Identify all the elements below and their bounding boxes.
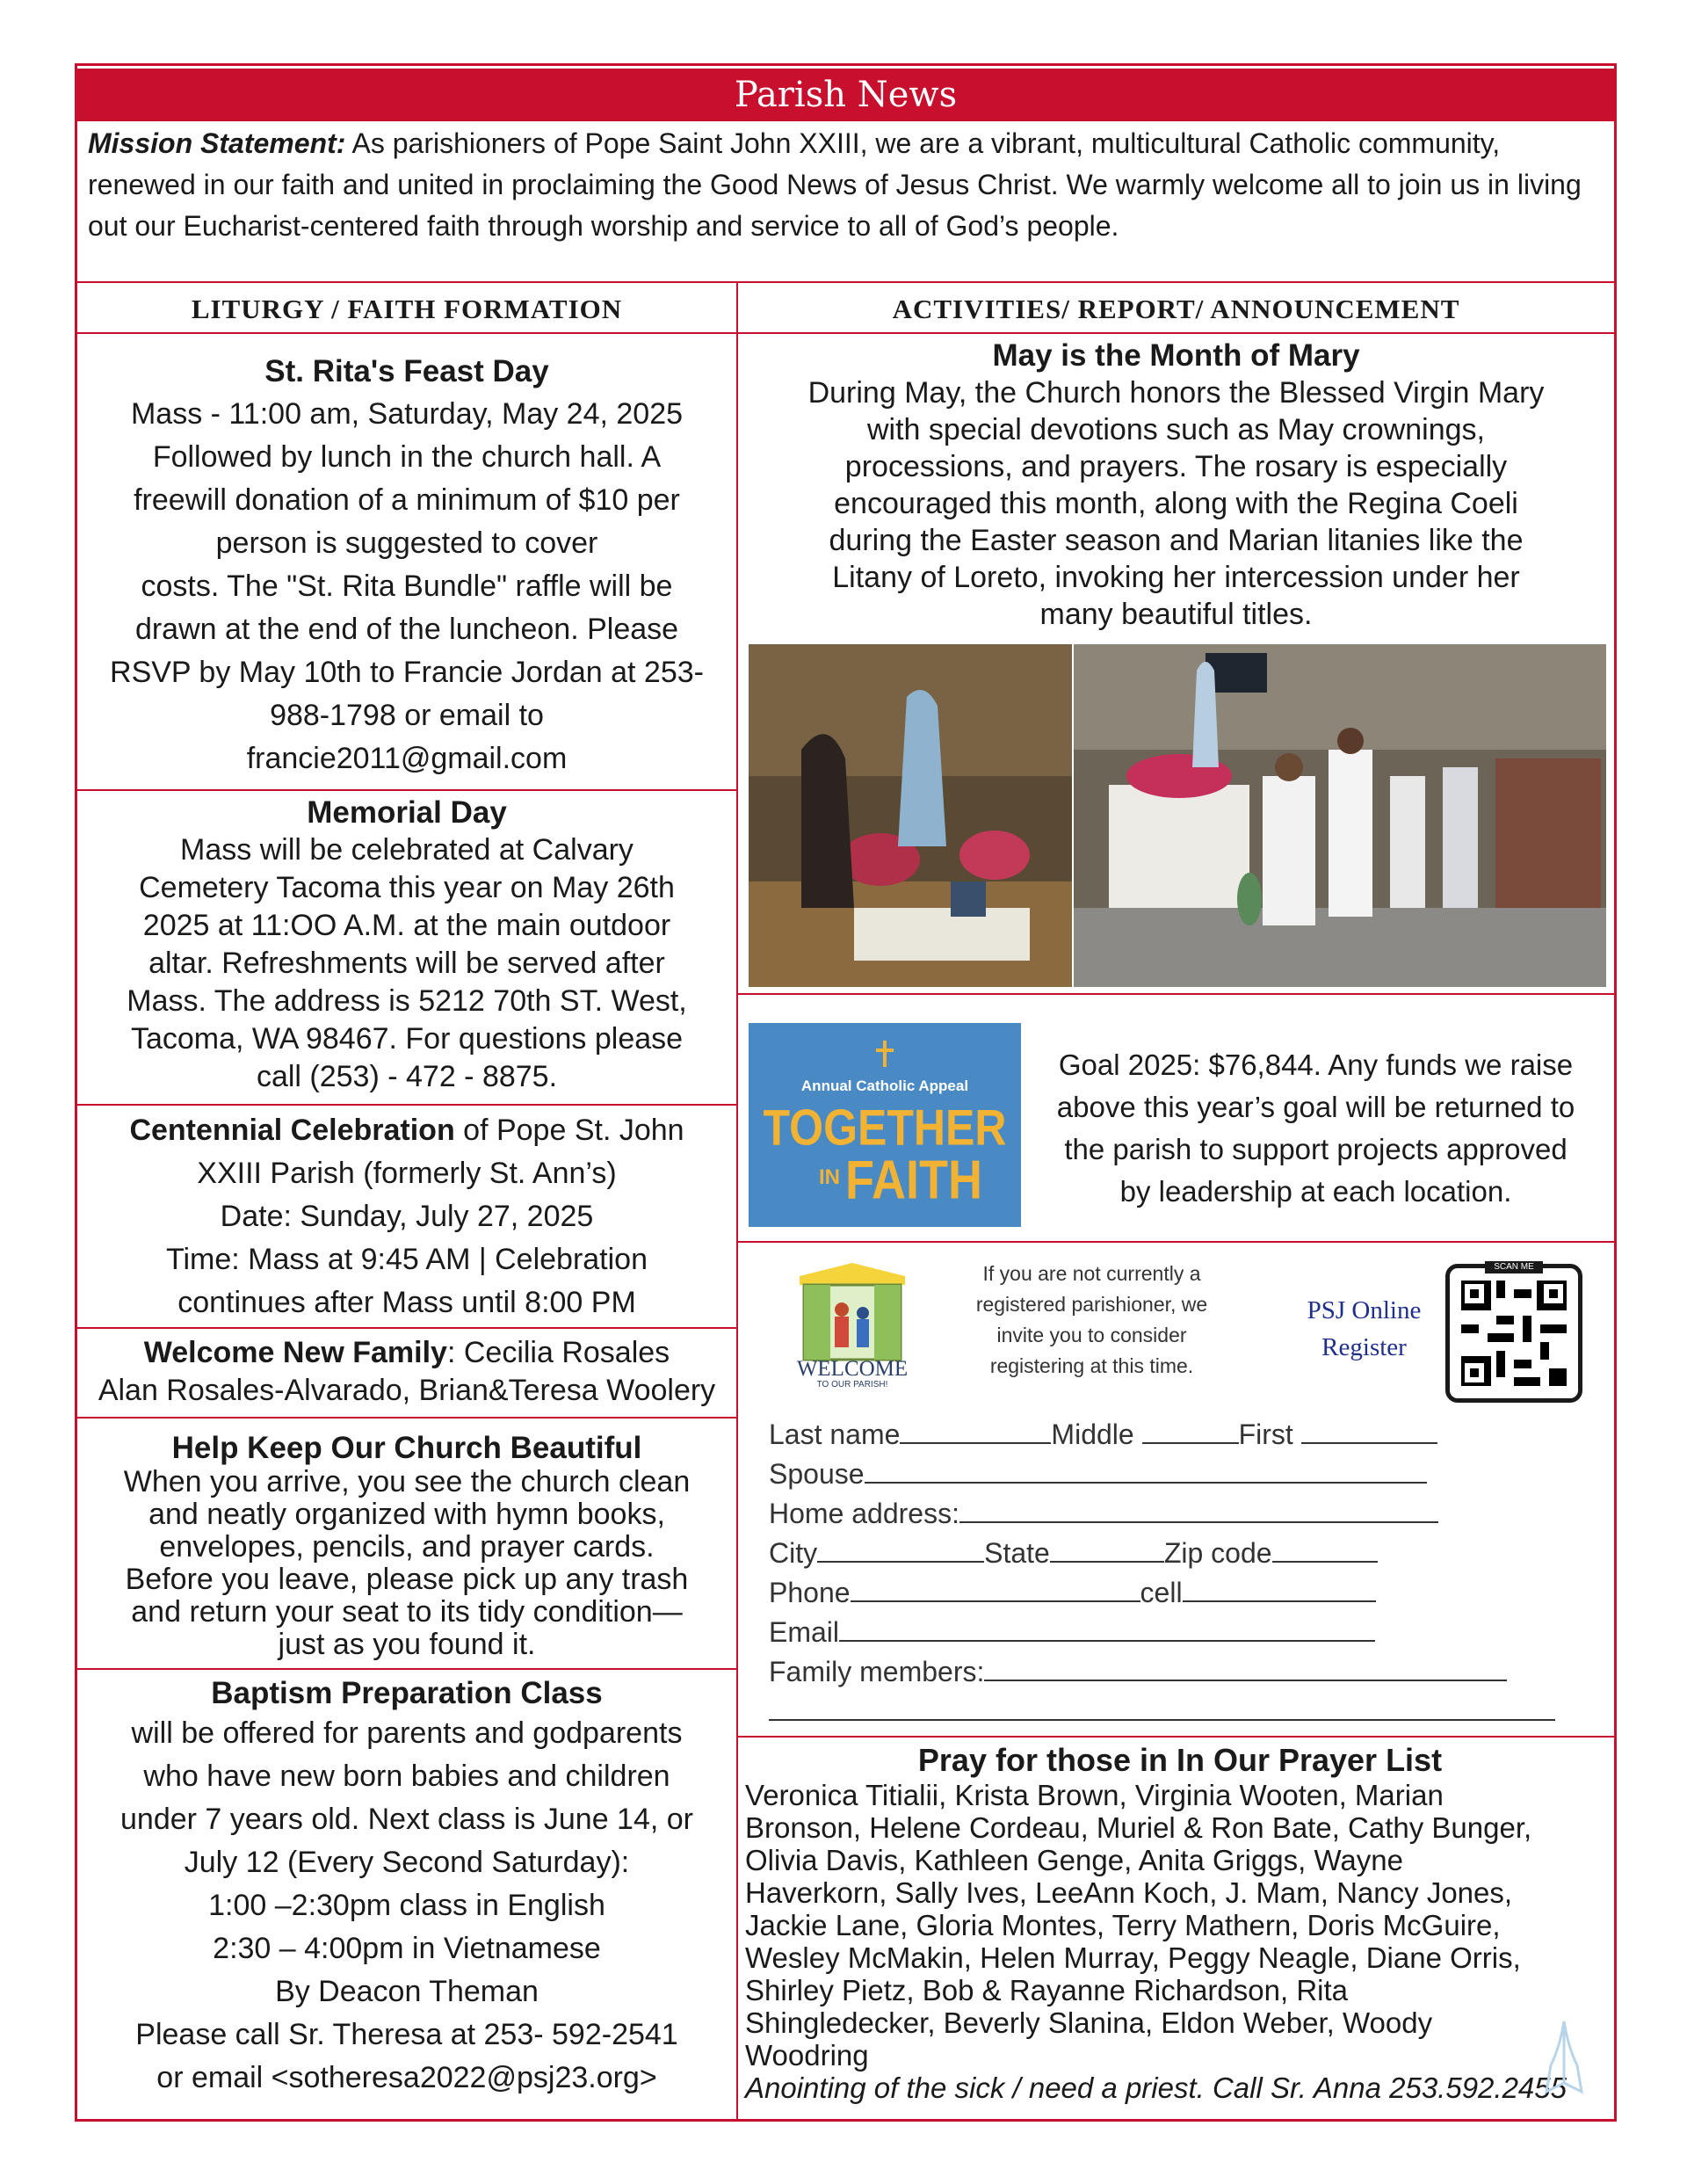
home-address-field[interactable] [959, 1495, 1438, 1523]
middle-name-label: Middle [1051, 1419, 1134, 1450]
keep-beautiful-line: and neatly organized with hymn books, [148, 1498, 665, 1531]
left-column-heading: LITURGY / FAITH FORMATION [191, 294, 623, 324]
baptism-email[interactable]: or email <sotheresa2022@psj23.org> [156, 2061, 657, 2094]
prayer-line: Shirley Pietz, Bob & Rayanne Richardson, Rita [745, 1974, 1349, 2006]
online-line2: Register [1321, 1333, 1407, 1361]
cell-field[interactable] [1183, 1574, 1376, 1602]
mary-line: with special devotions such as May crownings, [867, 413, 1485, 446]
city-label: City [769, 1537, 818, 1569]
appeal-in: IN [819, 1165, 840, 1189]
memorial-day-title: Memorial Day [307, 795, 507, 830]
appeal-line: the parish to support projects approved [1064, 1133, 1568, 1165]
prayer-line: Veronica Titialii, Krista Brown, Virginia Wooten, Marian [745, 1779, 1444, 1811]
family-members-field-2[interactable] [769, 1693, 1555, 1721]
memorial-day-section [77, 794, 736, 1096]
centennial-section [77, 1109, 736, 1324]
first-name-label: First [1238, 1419, 1293, 1450]
st-rita-line: person is suggested to cover [215, 526, 598, 560]
first-name-field[interactable] [1301, 1416, 1437, 1444]
centennial-heading [77, 1109, 736, 1152]
page-title: Parish News [77, 69, 1614, 121]
divider [738, 993, 1614, 995]
qr-pattern-icon [1461, 1281, 1567, 1386]
centennial-line: XXIII Parish (formerly St. Ann’s) [197, 1157, 617, 1190]
keep-beautiful-line: and return your seat to its tidy condition— [131, 1595, 683, 1629]
annual-appeal-logo [749, 1023, 1021, 1227]
scan-me-label: SCAN ME [1485, 1261, 1543, 1273]
prayer-line: Shingledecker, Beverly Slanina, Eldon Weber, Woody [745, 2006, 1433, 2039]
welcome-parish-logo [773, 1259, 931, 1390]
memorial-line: Tacoma, WA 98467. For questions please [130, 1022, 684, 1056]
divider [77, 1104, 736, 1106]
mission-label: Mission Statement: [88, 127, 346, 159]
centennial-line: continues after Mass until 8:00 PM [177, 1286, 636, 1319]
state-field[interactable] [1050, 1535, 1164, 1563]
prayer-footer: Anointing of the sick / need a priest. Call Sr. Anna 253.592.2455 [745, 2072, 1567, 2104]
memorial-line: call (253) - 472 - 8875. [256, 1060, 558, 1093]
invite-line: If you are not currently a [982, 1262, 1201, 1285]
baptism-line: 1:00 –2:30pm class in English [208, 1889, 605, 1922]
divider [77, 1668, 736, 1670]
form-row-city [769, 1534, 1555, 1573]
appeal-line: above this year’s goal will be returned to [1056, 1091, 1575, 1123]
prayer-line: Haverkorn, Sally Ives, LeeAnn Koch, J. Mam, Nancy Jones, [745, 1876, 1513, 1909]
st-rita-line: freewill donation of a minimum of $10 per [134, 483, 680, 517]
mission-statement [88, 123, 1604, 247]
online-register-link[interactable] [1270, 1292, 1459, 1366]
baptism-line: under 7 years old. Next class is June 14, or [120, 1803, 693, 1836]
right-column-heading: ACTIVITIES/ REPORT/ ANNOUNCEMENT [892, 294, 1460, 324]
divider [77, 789, 736, 791]
zip-field[interactable] [1272, 1535, 1378, 1563]
mary-line: processions, and prayers. The rosary is especially [844, 450, 1508, 483]
baptism-title: Baptism Preparation Class [211, 1676, 603, 1710]
divider [77, 1327, 736, 1329]
centennial-title-rest: of Pope St. John [454, 1114, 684, 1147]
cell-label: cell [1140, 1577, 1183, 1608]
may-crowning-photo-right [1074, 644, 1606, 987]
baptism-line: Please call Sr. Theresa at 253- 592-2541 [135, 2018, 678, 2051]
registration-form [769, 1415, 1555, 1731]
praying-hands-icon [1533, 2013, 1595, 2101]
keep-beautiful-line: envelopes, pencils, and prayer cards. [159, 1530, 655, 1564]
month-of-mary-title: May is the Month of Mary [992, 338, 1360, 373]
prayer-list-section [745, 1742, 1615, 2104]
zip-label: Zip code [1163, 1537, 1272, 1569]
welcome-family-title: Welcome New Family [143, 1336, 447, 1369]
form-row-email [769, 1613, 1555, 1652]
form-row-phone [769, 1573, 1555, 1613]
month-of-mary-section [738, 337, 1614, 633]
cross-icon [876, 1041, 894, 1067]
last-name-label: Last name [769, 1419, 901, 1450]
st-rita-title: St. Rita's Feast Day [264, 354, 549, 388]
baptism-line: 2:30 – 4:00pm in Vietnamese [213, 1932, 601, 1965]
baptism-line: By Deacon Theman [275, 1975, 539, 2008]
form-row-family-extra [769, 1692, 1555, 1731]
home-address-label: Home address: [769, 1498, 959, 1529]
prayer-line: Olivia Davis, Kathleen Genge, Anita Griggs, Wayne [745, 1844, 1403, 1876]
appeal-faith: FAITH [845, 1150, 982, 1211]
welcome-family-section [77, 1334, 736, 1410]
phone-field[interactable] [851, 1574, 1140, 1602]
family-members-field[interactable] [984, 1653, 1507, 1681]
baptism-line: who have new born babies and children [143, 1760, 670, 1793]
keep-beautiful-line: Before you leave, please pick up any trash [125, 1563, 689, 1596]
state-label: State [984, 1537, 1050, 1569]
centennial-line: Date: Sunday, July 27, 2025 [220, 1200, 594, 1233]
divider [738, 1241, 1614, 1243]
st-rita-line: RSVP by May 10th to Francie Jordan at 253- [110, 656, 704, 689]
mary-line: encouraged this month, along with the Regina Coeli [834, 487, 1518, 520]
st-rita-line: 988-1798 or email to [270, 699, 544, 732]
form-row-address [769, 1494, 1555, 1534]
form-row-family [769, 1652, 1555, 1692]
register-invite [940, 1259, 1243, 1382]
email-field[interactable] [839, 1614, 1375, 1642]
welcome-family-names: : Cecilia Rosales [446, 1336, 670, 1369]
family-members-label: Family members: [769, 1656, 985, 1687]
phone-label: Phone [769, 1577, 851, 1608]
st-rita-line: costs. The "St. Rita Bundle" raffle will be [141, 570, 673, 603]
spouse-label: Spouse [769, 1458, 865, 1490]
centennial-title: Centennial Celebration [129, 1114, 455, 1147]
st-rita-email[interactable]: francie2011@gmail.com [246, 742, 568, 775]
st-rita-section [77, 350, 736, 780]
prayer-line: Jackie Lane, Gloria Montes, Terry Mathern, Doris McGuire, [745, 1909, 1501, 1941]
prayer-line: Wesley McMakin, Helen Murray, Peggy Neagle, Diane Orris, [745, 1941, 1521, 1974]
keep-beautiful-section [77, 1431, 736, 1661]
prayer-list-title: Pray for those in In Our Prayer List [917, 1742, 1443, 1778]
baptism-section [77, 1675, 736, 2100]
middle-name-field[interactable] [1142, 1416, 1239, 1444]
memorial-line: altar. Refreshments will be served after [148, 947, 665, 980]
memorial-line: 2025 at 11:OO A.M. at the main outdoor [142, 909, 671, 942]
keep-beautiful-line: When you arrive, you see the church clean [123, 1465, 691, 1498]
appeal-line: Goal 2025: $76,844. Any funds we raise [1058, 1048, 1574, 1081]
prayer-line: Woodring [745, 2039, 869, 2072]
baptism-line: will be offered for parents and godparents [131, 1716, 683, 1750]
st-rita-line: Mass - 11:00 am, Saturday, May 24, 2025 [130, 397, 684, 431]
baptism-line: July 12 (Every Second Saturday): [184, 1846, 630, 1879]
st-rita-line: Followed by lunch in the church hall. A [152, 440, 662, 474]
may-crowning-photo-left [749, 644, 1072, 987]
st-rita-line: drawn at the end of the luncheon. Please [134, 613, 679, 646]
memorial-line: Mass. The address is 5212 70th ST. West, [127, 984, 687, 1018]
email-label: Email [769, 1616, 840, 1648]
welcome-family-line2: Alan Rosales-Alvarado, Brian&Teresa Woolery [98, 1374, 716, 1407]
mary-line: Litany of Loreto, invoking her intercession under her [832, 561, 1520, 594]
keep-beautiful-line: just as you found it. [278, 1628, 536, 1661]
appeal-line: by leadership at each location. [1119, 1175, 1512, 1208]
mission-text: As parishioners of Pope Saint John XXIII, we are a vibrant, multicultural Catholic community, renewed in our faith and united in proclaiming the Good News of Jesus Christ. We warmly welcome all to join us in living out our Eucharist-centered faith through worship and service to all of God’s people. [88, 127, 1582, 242]
qr-code[interactable] [1445, 1264, 1582, 1403]
appeal-goal-text [1024, 1044, 1608, 1213]
city-field[interactable] [817, 1535, 984, 1563]
online-line1: PSJ Online [1307, 1296, 1422, 1324]
form-row-spouse [769, 1455, 1555, 1494]
welcome-subtext: TO OUR PARISH! [816, 1380, 888, 1389]
prayer-line: Bronson, Helene Cordeau, Muriel & Ron Bate, Cathy Bunger, [745, 1811, 1532, 1844]
form-row-name [769, 1415, 1555, 1455]
divider [738, 1736, 1614, 1738]
memorial-line: Mass will be celebrated at Calvary [180, 833, 634, 867]
mary-line: During May, the Church honors the Blessed Virgin Mary [807, 376, 1545, 410]
divider [77, 1417, 736, 1419]
last-name-field[interactable] [900, 1416, 1051, 1444]
welcome-word: WELCOME [796, 1357, 909, 1381]
divider [77, 281, 1614, 283]
welcome-family-heading [77, 1334, 736, 1372]
divider [77, 332, 1614, 334]
appeal-together: TOGETHER [763, 1099, 1007, 1157]
mary-line: many beautiful titles. [1039, 598, 1313, 631]
memorial-line: Cemetery Tacoma this year on May 26th [139, 871, 675, 904]
spouse-field[interactable] [865, 1455, 1427, 1484]
centennial-line: Time: Mass at 9:45 AM | Celebration [165, 1243, 648, 1276]
invite-line: registered parishioner, we [975, 1293, 1208, 1316]
invite-line: invite you to consider [996, 1324, 1187, 1346]
invite-line: registering at this time. [989, 1354, 1194, 1377]
keep-beautiful-title: Help Keep Our Church Beautiful [171, 1431, 642, 1465]
appeal-small-text: Annual Catholic Appeal [800, 1077, 969, 1094]
mary-line: during the Easter season and Marian litanies like the [829, 524, 1524, 557]
